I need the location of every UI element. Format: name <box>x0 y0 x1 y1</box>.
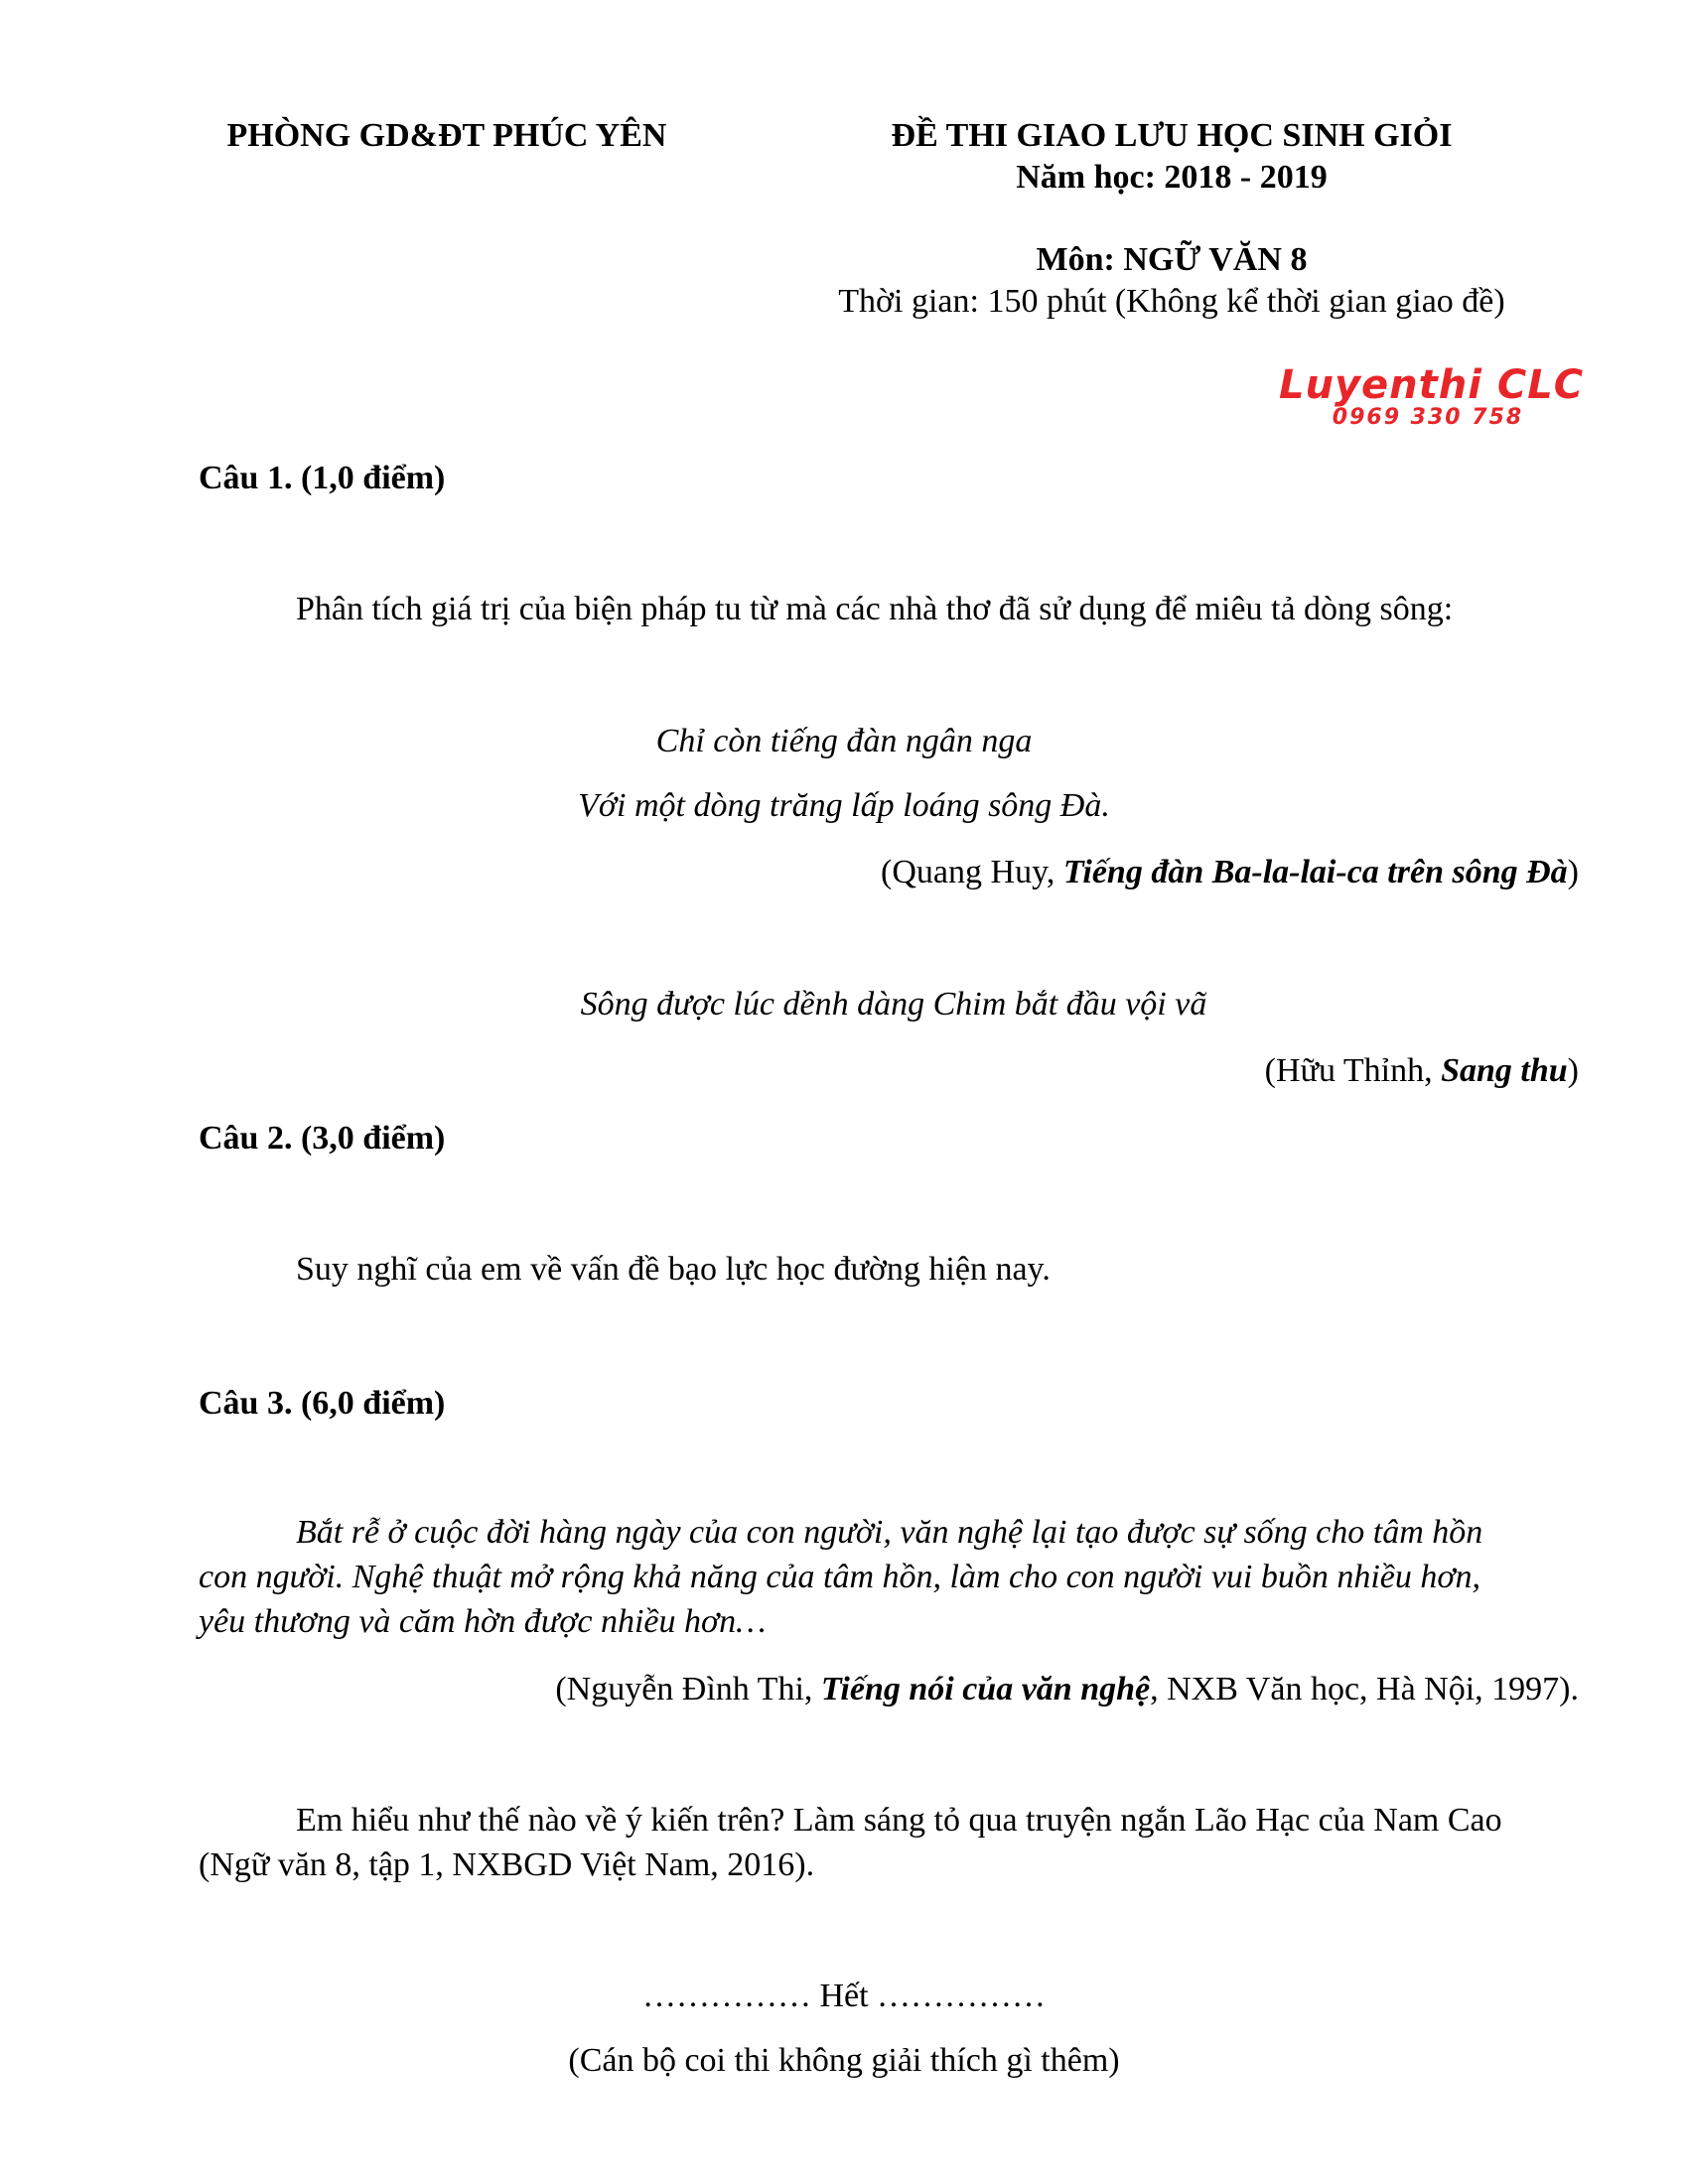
question-1-title: Câu 1. (1,0 điểm) <box>199 460 446 496</box>
citation-prefix: (Quang Huy, <box>881 854 1063 890</box>
end-mark: …………… Hết …………… <box>641 1978 1047 2014</box>
duration: Thời gian: 150 phút (Không kể thời gian giao đề) <box>838 283 1505 320</box>
quote-line-2: con người. Nghệ thuật mở rộng khả năng của tâm hồn, làm cho con người vui buồn nhiều hơn, <box>199 1559 1481 1595</box>
proctor-note: (Cán bộ coi thi không giải thích gì thêm) <box>568 2042 1120 2079</box>
question-3-prompt-line-2: (Ngữ văn 8, tập 1, NXBGD Việt Nam, 2016). <box>199 1846 815 1883</box>
quote-citation <box>397 1671 1579 1708</box>
question-1-prompt: Phân tích giá trị của biện pháp tu từ mà các nhà thơ đã sử dụng để miêu tả dòng sông: <box>296 591 1454 627</box>
poem-1-citation <box>695 854 1579 891</box>
citation-work-title: Tiếng nói của văn nghệ <box>820 1671 1151 1707</box>
logo-brand-text: Luyenthi CLC <box>1279 362 1585 408</box>
exam-title: ĐỀ THI GIAO LƯU HỌC SINH GIỎI <box>891 117 1453 154</box>
citation-prefix: (Nguyễn Đình Thi, <box>555 1671 821 1707</box>
citation-suffix: ) <box>1567 854 1579 890</box>
watermark-logo <box>1279 362 1585 433</box>
citation-suffix: ) <box>1567 1052 1579 1089</box>
question-3-prompt-line-1: Em hiểu như thế nào về ý kiến trên? Làm sáng tỏ qua truyện ngắn Lão Hạc của Nam Cao <box>296 1802 1502 1839</box>
department-name: PHÒNG GD&ĐT PHÚC YÊN <box>226 117 667 154</box>
logo-phone-text: 0969 330 758 <box>1332 405 1524 430</box>
school-year: Năm học: 2018 - 2019 <box>1016 159 1328 196</box>
citation-suffix: , NXB Văn học, Hà Nội, 1997). <box>1150 1671 1579 1707</box>
poem-2-line-1: Sông được lúc dềnh dàng Chim bắt đầu vội vã <box>580 986 1207 1023</box>
subject: Môn: NGỮ VĂN 8 <box>1036 241 1308 278</box>
question-2-prompt: Suy nghĩ của em về vấn đề bạo lực học đường hiện nay. <box>296 1251 1051 1288</box>
citation-prefix: (Hữu Thỉnh, <box>1264 1052 1442 1089</box>
poem-1-line-2: Với một dòng trăng lấp loáng sông Đà. <box>578 787 1110 824</box>
citation-work-title: Tiếng đàn Ba-la-lai-ca trên sông Đà <box>1062 854 1568 890</box>
question-3-title: Câu 3. (6,0 điểm) <box>199 1385 446 1422</box>
poem-1-line-1: Chỉ còn tiếng đàn ngân nga <box>655 723 1033 759</box>
question-2-title: Câu 2. (3,0 điểm) <box>199 1120 446 1157</box>
quote-line-3: yêu thương và căm hờn được nhiều hơn… <box>199 1603 767 1640</box>
citation-work-title: Sang thu <box>1441 1052 1568 1089</box>
quote-line-1: Bắt rễ ở cuộc đời hàng ngày của con người, văn nghệ lại tạo được sự sống cho tâm hồn <box>296 1514 1483 1551</box>
poem-2-citation <box>894 1052 1579 1090</box>
